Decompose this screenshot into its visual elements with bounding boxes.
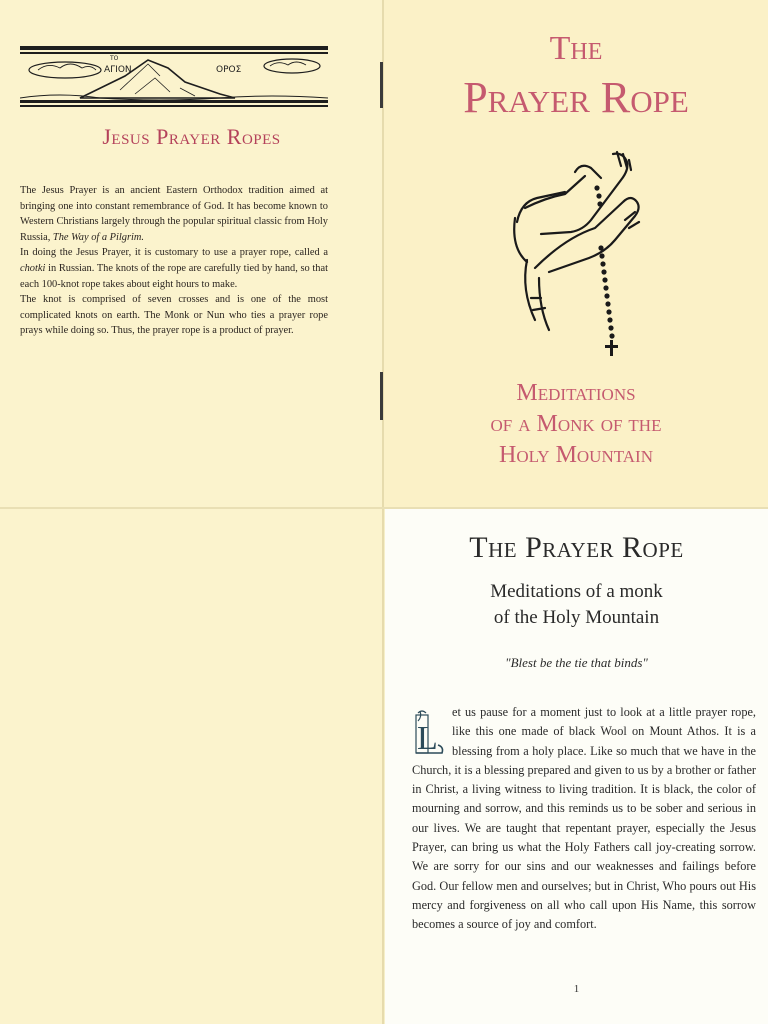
- paragraph-1: [20, 183, 328, 245]
- paragraph-2-text: In doing the Jesus Prayer, it is customary to use a prayer rope, called a: [20, 247, 328, 259]
- epigraph: "Blest be the tie that binds": [505, 655, 648, 670]
- fold-crease-mark: [380, 62, 383, 108]
- back-panel-text: [20, 183, 328, 339]
- banner-word-oros: ΟΡΟΣ: [216, 65, 242, 75]
- page-title: The Prayer Rope: [469, 531, 684, 564]
- page-one: [385, 509, 768, 1024]
- cover-title: Prayer Rope: [463, 73, 689, 122]
- mount-athos-banner-icon: [20, 46, 328, 108]
- book-title: The Way of a Pilgrim.: [52, 231, 145, 243]
- banner-word-agion: ΑΓΙΟΝ: [104, 65, 132, 75]
- paragraph-2: [20, 245, 328, 292]
- dropcap-ornament-icon: [412, 707, 446, 759]
- paragraph-3-text: The knot is comprised of seven crosses and is one of the most complicated knots on earth. The Monk or Nun who ties a prayer rope prays while doing so. Thus, the prayer rope is a product of prayer.: [20, 294, 328, 337]
- paragraph-3: [20, 292, 328, 339]
- back-panel-heading: Jesus Prayer Ropes: [102, 124, 281, 149]
- dropcap-letter: L: [417, 720, 438, 757]
- cover-subtitle-line-1: Meditations: [516, 380, 636, 406]
- cover-subtitle: [384, 378, 768, 471]
- paragraph-1-text: The Jesus Prayer is an ancient Eastern Orthodox tradition aimed at bringing one into constant remembrance of God. It has become known to Western Christians largely through the popular spiritual classic from Holy Russia,: [20, 185, 328, 243]
- page-number: 1: [573, 983, 580, 995]
- page-subtitle: [385, 579, 768, 631]
- vertical-fold: [382, 0, 384, 1024]
- cover-subtitle-line-2: of a Monk of the: [490, 411, 662, 437]
- banner-small-word: ΤΟ: [110, 55, 119, 62]
- praying-hands-rope-icon: [505, 148, 655, 363]
- chotki-word: chotki: [20, 262, 46, 274]
- cover-the: The: [549, 30, 603, 67]
- page-subtitle-line-2: of the Holy Mountain: [493, 607, 660, 628]
- page-subtitle-line-1: Meditations of a monk: [490, 581, 663, 602]
- blank-inside-panel: [0, 509, 383, 1024]
- horizontal-fold: [0, 507, 768, 509]
- fold-crease-mark: [380, 372, 383, 420]
- body-text: [412, 703, 756, 935]
- paragraph-2-text-end: in Russian. The knots of the rope are carefully tied by hand, so that each 100-knot rope takes about eight hours to make.: [20, 262, 328, 290]
- cover-subtitle-line-3: Holy Mountain: [499, 442, 653, 468]
- body-paragraph: et us pause for a moment just to look at a little prayer rope, like this one made of black Wool on Mount Athos. It is a blessing from a holy place. Like so much that we have in the Church, it is a blessing prepared and given to us by a brother or father in Christ, a living witness to living tradition. It is black, the color of mourning and sorrow, and this reminds us to be sober and serious in our lives. We are taught that repentant prayer, especially the Jesus Prayer, can bring us what the Holy Fathers call joy-creating sorrow. We are sorry for our sins and our weaknesses and failings before God. Our fellow men and ourselves; but in Christ, Who pours out His mercy and forgiveness on all who call upon His Name, this sorrow becomes a source of joy and comfort.: [412, 705, 756, 932]
- back-cover-panel: [0, 0, 383, 508]
